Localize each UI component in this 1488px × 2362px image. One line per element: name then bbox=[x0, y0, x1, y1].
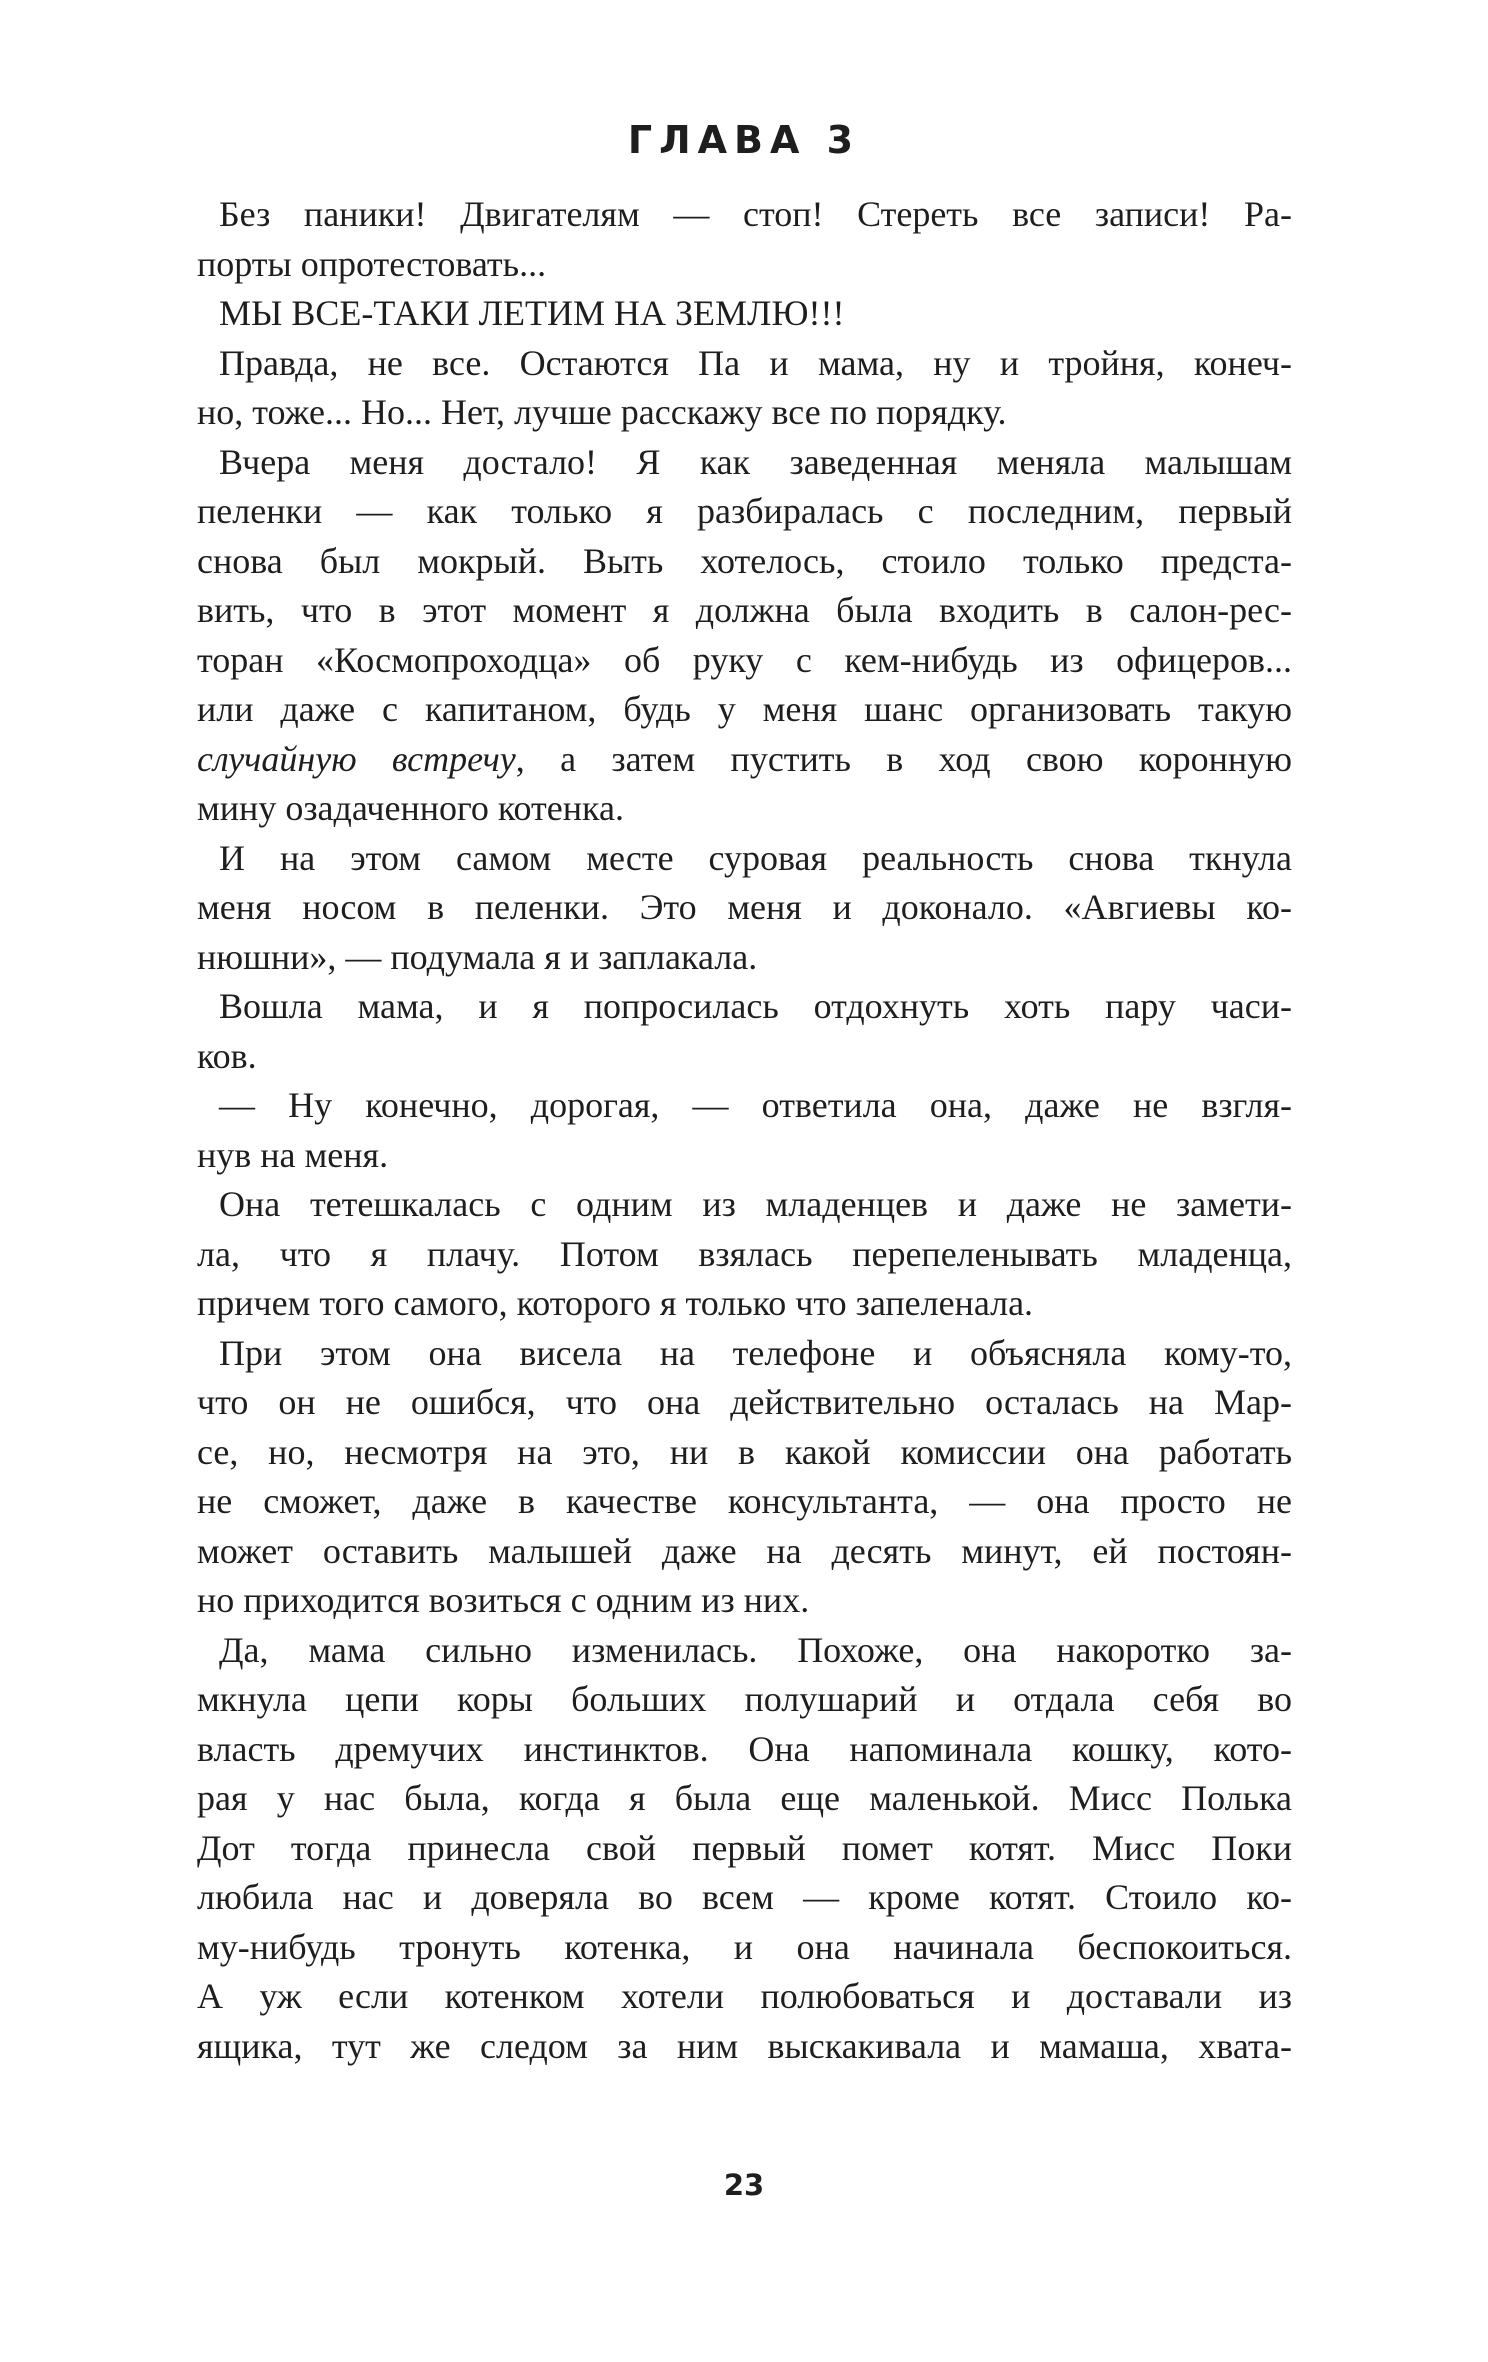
text-line: мкнула цепи коры больших полушарий и отдала себя во bbox=[197, 1679, 1292, 1719]
text-line: не сможет, даже в качестве консультанта, — она просто не bbox=[197, 1481, 1292, 1521]
text-line: ков. bbox=[197, 1035, 257, 1076]
text-line: Без паники! Двигателям — стоп! Стереть все записи! Ра- bbox=[219, 194, 1292, 234]
text-line bbox=[197, 735, 1292, 785]
text-line: МЫ ВСЕ-ТАКИ ЛЕТИМ НА ЗЕМЛЮ!!! bbox=[219, 293, 845, 333]
text-line: любила нас и доверяла во всем — кроме котят. Стоило ко- bbox=[197, 1877, 1292, 1917]
text-line: пеленки — как только я разбиралась с последним, первый bbox=[197, 491, 1292, 531]
text-line: нюшни», — подумала я и заплакала. bbox=[197, 936, 758, 977]
text-line: причем того самого, которого я только что запеленала. bbox=[197, 1283, 1034, 1323]
text-line: А уж если котенком хотели полюбоваться и доставали из bbox=[197, 1976, 1292, 2016]
text-line: снова был мокрый. Выть хотелось, стоило только предста- bbox=[197, 540, 1292, 581]
text-line: но, тоже... Но... Нет, лучше расскажу все по порядку. bbox=[197, 392, 1007, 432]
text-line: торан «Космопроходца» об руку с кем-нибудь из офицеров... bbox=[197, 639, 1292, 680]
text-line: рая у нас была, когда я была еще маленькой. Мисс Полька bbox=[197, 1778, 1292, 1818]
text-line: — Ну конечно, дорогая, — ответила она, даже не взгля- bbox=[219, 1085, 1292, 1125]
text-line: вить, что в этот момент я должна была входить в салон-рес- bbox=[197, 590, 1292, 630]
text-line: Вошла мама, и я попросилась отдохнуть хоть пару часи- bbox=[219, 986, 1292, 1026]
line-rest: , а затем пустить в ход свою коронную bbox=[515, 738, 1293, 779]
text-line: му-нибудь тронуть котенка, и она начинала беспокоиться. bbox=[197, 1926, 1292, 1967]
body-text bbox=[197, 190, 1292, 2071]
text-line: ящика, тут же следом за ним выскакивала и мамаша, хвата- bbox=[197, 2025, 1292, 2066]
text-line: порты опротестовать... bbox=[197, 243, 547, 284]
text-line: Она тетешкалась с одним из младенцев и даже не замети- bbox=[219, 1184, 1292, 1224]
text-line: или даже с капитаном, будь у меня шанс организовать такую bbox=[197, 689, 1292, 729]
text-line: что он не ошибся, что она действительно осталась на Мар- bbox=[197, 1382, 1292, 1422]
text-line: но приходится возиться с одним из них. bbox=[197, 1580, 810, 1620]
italic-phrase: случайную встречу bbox=[197, 738, 516, 779]
text-line: Дот тогда принесла свой первый помет котят. Мисс Поки bbox=[197, 1827, 1292, 1868]
chapter-title: ГЛАВА 3 bbox=[627, 118, 861, 162]
text-line: Правда, не все. Остаются Па и мама, ну и тройня, конеч- bbox=[219, 342, 1292, 383]
page-number: 23 bbox=[723, 2168, 765, 2202]
text-line: При этом она висела на телефоне и объясняла кому-то, bbox=[219, 1332, 1292, 1373]
text-line: ла, что я плачу. Потом взялась перепеленывать младенца, bbox=[197, 1233, 1292, 1274]
text-line: власть дремучих инстинктов. Она напоминала кошку, кото- bbox=[197, 1728, 1292, 1769]
text-line: Да, мама сильно изменилась. Похоже, она накоротко за- bbox=[219, 1629, 1292, 1670]
text-line: се, но, несмотря на это, ни в какой комиссии она работать bbox=[197, 1431, 1292, 1472]
text-line: меня носом в пеленки. Это меня и доконало. «Авгиевы ко- bbox=[197, 887, 1292, 927]
text-line: мину озадаченного котенка. bbox=[197, 788, 624, 828]
text-line: И на этом самом месте суровая реальность снова ткнула bbox=[219, 837, 1292, 878]
text-line: нув на меня. bbox=[197, 1134, 389, 1175]
text-line: Вчера меня достало! Я как заведенная меняла малышам bbox=[219, 441, 1292, 482]
text-line: может оставить малышей даже на десять минут, ей постоян- bbox=[197, 1530, 1292, 1571]
